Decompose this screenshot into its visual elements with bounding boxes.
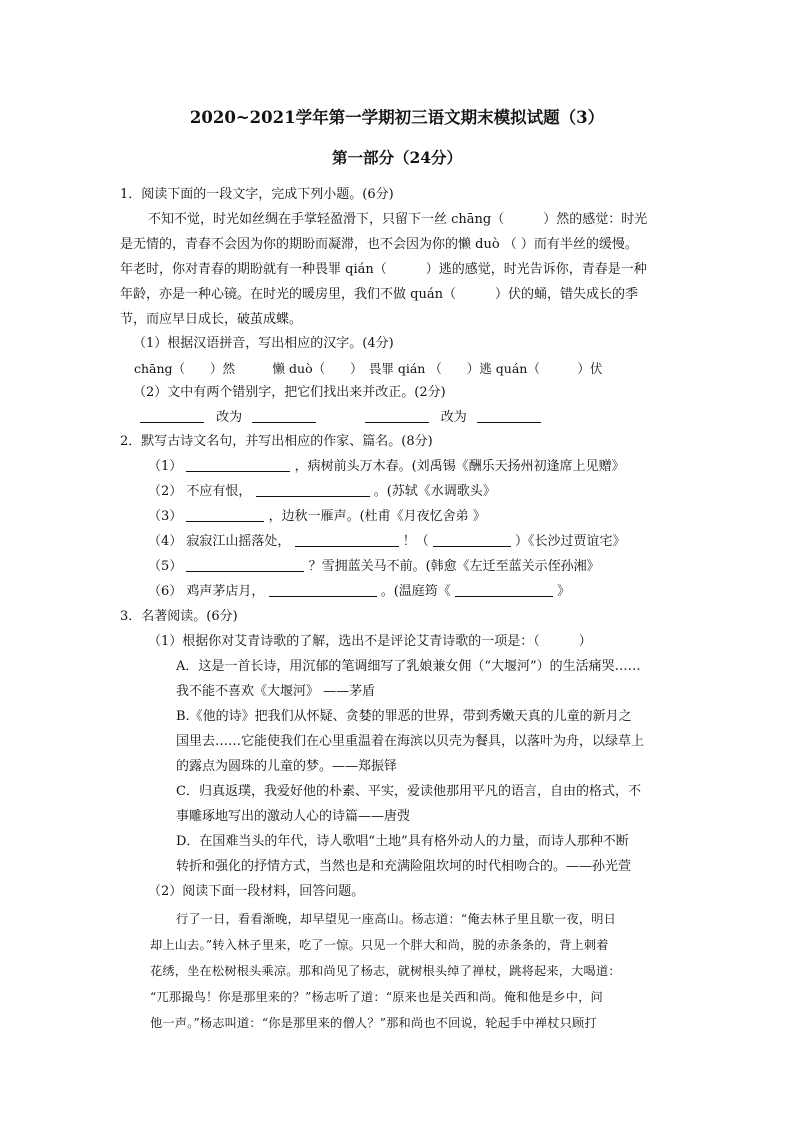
option-d-line: D．在国难当头的年代，诗人歌唱“土地”具有格外动人的力量，而诗人那种不断 [176, 834, 629, 849]
item-number: （3） [148, 509, 183, 524]
option-a-line: A．这是一首长诗，用沉郁的笔调细写了乳娘兼女佣（“大堰河”）的生活痛哭…… [176, 659, 641, 674]
answer-blank[interactable] [269, 583, 377, 597]
item-text: 寂寂江山摇落处， [186, 534, 291, 549]
q1-heading: 1．阅读下面的一段文字，完成下列小题。(6分) [120, 187, 394, 202]
fix-label: 改为 [440, 410, 467, 425]
item-number: （1） [148, 459, 183, 474]
item-number: （5） [148, 559, 183, 574]
q3-heading: 3．名著阅读。(6分) [120, 609, 238, 624]
q1-pinyin-row: chāng（ ）然 懒 duò（ ） 畏罪 qián （ ）逃 quán（ ）伏 [134, 361, 603, 376]
item-number: （6） [148, 584, 183, 599]
material-line: “兀那撮鸟！你是那里来的？”杨志听了道：“原来也是关西和尚。俺和他是乡中，问 [150, 990, 603, 1004]
q3-sub1: （1）根据你对艾青诗歌的了解，选出不是评论艾青诗歌的一项是：（ ） [148, 634, 592, 649]
answer-blank[interactable] [477, 409, 541, 423]
answer-blank[interactable] [252, 409, 316, 423]
exam-title: 2020~2021学年第一学期初三语文期末模拟试题（3） [189, 108, 605, 127]
item-text: ，病树前头万木春。(刘禹锡《酬乐天扬州初逢席上见赠》 [294, 459, 625, 474]
item-text: 》 [557, 584, 571, 599]
part-title: 第一部分（24分） [331, 148, 463, 167]
answer-blank[interactable] [295, 533, 399, 547]
option-a-line: 我不能不喜欢《大堰河》 ——茅盾 [176, 684, 376, 699]
fix-label: 改为 [216, 410, 243, 425]
q2-item [148, 533, 626, 551]
q2-item [148, 483, 496, 501]
option-b-line: B.《他的诗》把我们从怀疑、贪婪的罪恶的世界，带到秀嫩天真的儿童的新月之 [176, 709, 632, 724]
item-text: ）《长沙过贾谊宅》 [515, 534, 626, 549]
q1-passage-line: 是无情的，青春不会因为你的期盼而凝滞，也不会因为你的懒 duò （ ）而有半丝的缓慢。 [120, 237, 638, 252]
item-text: 鸡声茅店月， [186, 584, 265, 599]
option-b-line: 国里去……它能使我们在心里重温着在海滨以贝壳为餐具，以落叶为舟，以绿草上 [176, 734, 645, 749]
q2-item [148, 508, 486, 526]
material-line: 他一声。”杨志叫道：“你是那里来的僧人？”那和尚也不回说，轮起手中禅杖只顾打 [150, 1016, 597, 1030]
answer-blank[interactable] [256, 483, 370, 497]
answer-blank[interactable] [140, 409, 204, 423]
option-d-line: 转折和强化的抒情方式，当然也是和充满险阻坎坷的时代相吻合的。——孙光萱 [176, 859, 632, 874]
answer-blank[interactable] [186, 508, 264, 522]
answer-blank[interactable] [365, 409, 429, 423]
item-number: （2） [148, 484, 183, 499]
material-line: 花绣，坐在松树根头乘凉。那和尚见了杨志，就树根头绰了禅杖，跳将起来，大喝道： [150, 964, 621, 978]
item-text: ！（ [402, 534, 429, 549]
answer-blank[interactable] [433, 533, 511, 547]
q1-sub1: （1）根据汉语拼音，写出相应的汉字。(4分) [133, 336, 394, 351]
q2-item [148, 558, 600, 576]
item-text: ？雪拥蓝关马不前。(韩愈《左迁至蓝关示侄孙湘》 [308, 559, 600, 574]
q3-sub2: （2）阅读下面一段材料，回答问题。 [148, 884, 365, 899]
q1-passage-line: 不知不觉，时光如丝绸在手掌轻盈滑下，只留下一丝 chāng（ ）然的感觉：时光 [148, 212, 648, 227]
item-text: 不应有恨， [186, 484, 252, 499]
item-text: 。(温庭筠《 [380, 584, 451, 599]
q2-item [148, 583, 570, 601]
material-line: 却上山去。”转入林子里来，吃了一惊。只见一个胖大和尚，脱的赤条条的，背上刺着 [150, 938, 609, 952]
item-text: ，边秋一雁声。(杜甫《月夜忆舍弟 》 [268, 509, 486, 524]
item-number: （4） [148, 534, 183, 549]
q1-passage-line: 节，而应早日成长，破茧成蝶。 [120, 312, 303, 327]
option-b-line: 的露点为圆珠的儿童的梦。——郑振铎 [176, 759, 398, 774]
answer-blank[interactable] [186, 458, 290, 472]
q2-heading: 2．默写古诗文名句，并写出相应的作家、篇名。(8分) [120, 434, 433, 449]
q1-sub2: （2）文中有两个错别字，把它们找出来并改正。(2分) [133, 385, 446, 400]
q2-item [148, 458, 625, 476]
q1-fix-row [140, 409, 541, 427]
q1-passage-line: 年老时，你对青春的期盼就有一种畏罪 qián（ ）逃的感觉，时光告诉你，青春是一种 [120, 262, 647, 277]
material-line: 行了一日，看看渐晚，却早望见一座高山。杨志道：“俺去林子里且歇一夜，明日 [176, 912, 616, 926]
answer-blank[interactable] [186, 558, 304, 572]
item-text: 。(苏轼《水调歌头》 [373, 484, 496, 499]
q1-passage-line: 年龄，亦是一种心镜。在时光的暖房里，我们不做 quán（ ）伏的蛹，错失成长的季 [120, 287, 638, 302]
answer-blank[interactable] [455, 583, 553, 597]
option-c-line: 事雕琢地写出的激动人心的诗篇——唐弢 [176, 809, 411, 824]
option-c-line: C．归真返璞，我爱好他的朴素、平实，爱读他那用平凡的语言，自由的格式，不 [176, 784, 641, 799]
